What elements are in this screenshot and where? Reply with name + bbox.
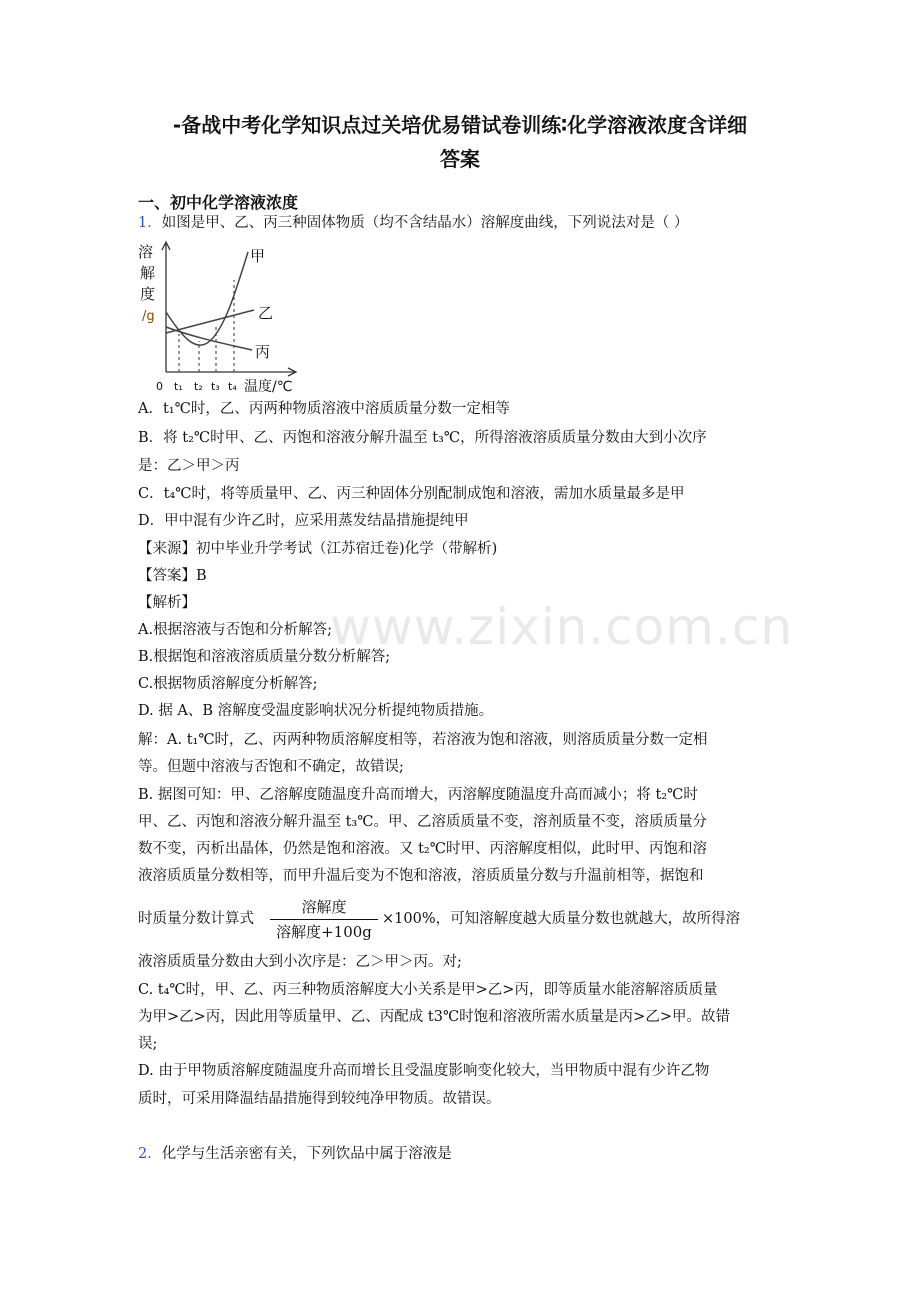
formula-fraction	[270, 896, 378, 943]
section-heading: 一、初中化学溶液浓度	[138, 193, 299, 212]
fraction-denominator: 溶解度+100g	[276, 923, 372, 941]
title-line-2: 答案	[440, 147, 480, 171]
solution-line-3: B. 据图可知：甲、乙溶解度随温度升高而增大，丙溶解度随温度升高而减小；将 t₂℃时	[138, 787, 698, 803]
x-axis-label: 温度/℃	[244, 379, 293, 395]
solution-line-8: 液溶质质量分数由大到小次序是：乙＞甲＞丙。对;	[138, 954, 462, 970]
tick-t3: t₃	[211, 380, 220, 393]
option-b-line-1: B．将 t₂℃时甲、乙、丙饱和溶液分解升温至 t₃℃，所得溶液溶质质量分数由大到小次序	[138, 430, 707, 446]
option-a: A．t₁℃时，乙、丙两种物质溶液中溶质质量分数一定相等	[138, 401, 510, 417]
solution-line-2: 等。但题中溶液与否饱和不确定，故错误;	[138, 759, 404, 775]
question-1-text: 如图是甲、乙、丙三种固体物质（均不含结晶水）溶解度曲线，下列说法对是（ ）	[161, 215, 689, 231]
curve-label-jia: 甲	[250, 247, 266, 265]
fraction-numerator: 溶解度	[301, 898, 347, 916]
source-note: 【来源】初中毕业升学考试（江苏宿迁卷)化学（带解析)	[138, 541, 498, 557]
option-c: C．t₄℃时，将等质量甲、乙、丙三种固体分别配制成饱和溶液，需加水质量最多是甲	[138, 486, 685, 502]
page-title	[120, 108, 800, 176]
solution-line-7b: ×100%，可知溶解度越大质量分数也就越大，故所得溶	[382, 911, 741, 927]
answer-label: 【答案】B	[138, 568, 207, 584]
fraction-bar	[270, 919, 378, 920]
solution-line-6: 液溶质质量分数相等，而甲升温后变为不饱和溶液，溶质质量分数与升温前相等，据饱和	[138, 868, 704, 884]
solution-line-4: 甲、乙、丙饱和溶液分解升温至 t₃℃。甲、乙溶质质量不变，溶剂质量不变，溶质质量分	[138, 814, 707, 830]
curve-label-bing: 丙	[255, 343, 271, 361]
solution-line-1: 解：A. t₁℃时，乙、丙两种物质溶解度相等，若溶液为饱和溶液，则溶质质量分数一定相	[138, 732, 708, 748]
ylabel-char-3: 度	[140, 285, 156, 303]
solution-line-13: 质时，可采用降温结晶措施得到较纯净甲物质。故错误。	[138, 1091, 501, 1107]
tick-t1: t₁	[174, 380, 183, 393]
solution-line-11: 误;	[138, 1036, 158, 1052]
analysis-d: D. 据 A、B 溶解度受温度影响状况分析提纯物质措施。	[138, 703, 494, 719]
ylabel-char-1: 溶	[138, 243, 154, 261]
solution-line-7a: 时质量分数计算式	[138, 911, 254, 927]
analysis-label: 【解析】	[138, 595, 196, 611]
solution-line-10: 为甲>乙>丙，因此用等质量甲、乙、丙配成 t3℃时饱和溶液所需水质量是丙>乙>甲。故错	[138, 1009, 730, 1025]
ylabel-unit: /g	[142, 309, 155, 324]
analysis-c: C.根据物质溶解度分析解答;	[138, 676, 318, 692]
solubility-curve-figure	[136, 240, 306, 400]
analysis-a: A.根据溶液与否饱和分析解答;	[138, 622, 332, 638]
solution-line-12: D. 由于甲物质溶解度随温度升高而增长且受温度影响变化较大，当甲物质中混有少许乙物	[138, 1063, 710, 1079]
option-d: D．甲中混有少许乙时，应采用蒸发结晶措施提纯甲	[138, 513, 469, 529]
curve-yi	[166, 310, 254, 333]
solution-line-5: 数不变，丙析出晶体，仍然是饱和溶液。又 t₂℃时甲、丙溶解度相似，此时甲、丙饱和溶	[138, 841, 707, 857]
tick-t2: t₂	[194, 380, 203, 393]
title-line-1: -备战中考化学知识点过关培优易错试卷训练∶化学溶液浓度含详细	[172, 113, 748, 137]
watermark: www.zixin.com.cn	[330, 598, 794, 656]
curve-label-yi: 乙	[258, 304, 274, 322]
question-2-number: 2．	[138, 1146, 162, 1162]
analysis-b: B.根据饱和溶液溶质质量分数分析解答;	[138, 649, 391, 665]
option-b-line-2: 是：乙＞甲＞丙	[138, 458, 240, 474]
question-1-number: 1．	[138, 215, 162, 231]
question-1-stem	[138, 212, 788, 234]
question-2-text: 化学与生活亲密有关，下列饮品中属于溶液是	[161, 1146, 452, 1162]
question-2-stem	[138, 1143, 788, 1165]
solution-line-9: C. t₄℃时，甲、乙、丙三种物质溶解度大小关系是甲>乙>丙，即等质量水能溶解溶质质量	[138, 982, 718, 998]
tick-t4: t₄	[228, 380, 237, 393]
tick-0: 0	[156, 380, 163, 393]
ylabel-char-2: 解	[140, 264, 156, 282]
